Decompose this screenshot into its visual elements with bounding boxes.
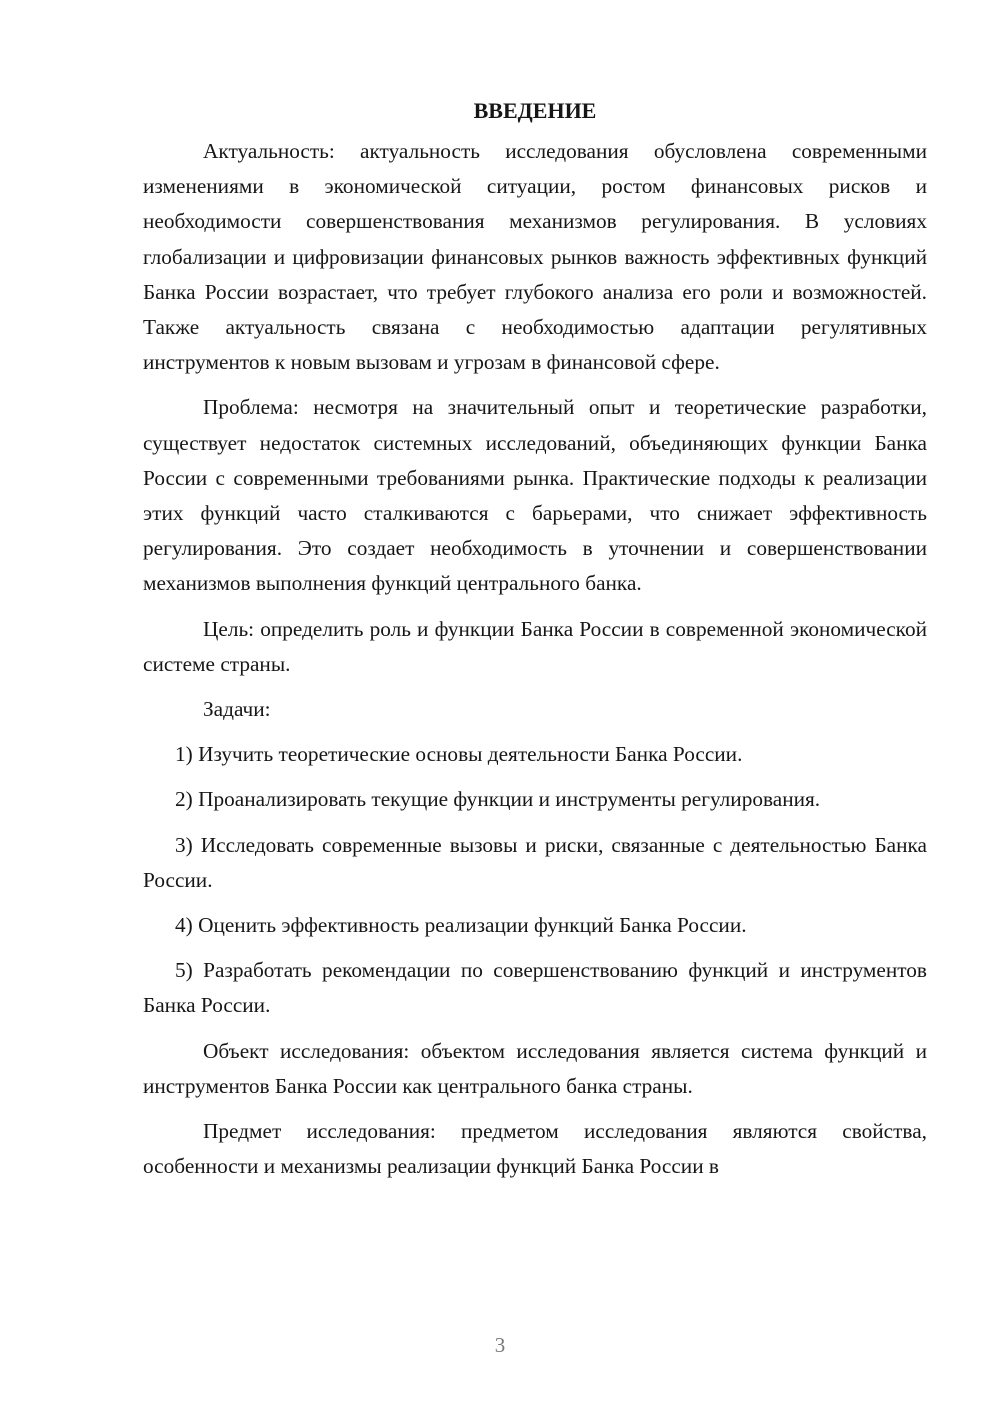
task-item-5: 5) Разработать рекомендации по совершенствованию функций и инструментов Банка России. [143, 958, 927, 1018]
section-heading: ВВЕДЕНИЕ [473, 98, 597, 123]
task-item-2: 2) Проанализировать текущие функции и инструменты регулирования. [175, 787, 821, 812]
paragraph-object: Объект исследования: объектом исследования является система функций и инструментов Банка России как центрального банка страны. [143, 1038, 927, 1098]
paragraph-problem: Проблема: несмотря на значительный опыт и теоретические разработки, существует недостаток системных исследований, объединяющих функции Банка России с современными требованиями рынка. Практические подходы к реализации этих функций часто сталкиваются с барьерами, что снижает эффективность регулирования. Это создает необходимость в уточнении и совершенствовании механизмов выполнения функций центрального банка. [143, 395, 927, 596]
paragraph-goal: Цель: определить роль и функции Банка России в современной экономической системе страны. [143, 616, 927, 676]
task-item-4: 4) Оценить эффективность реализации функций Банка России. [175, 913, 747, 938]
document-page [143, 94, 927, 1194]
paragraph-relevance: Актуальность: актуальность исследования обусловлена современными изменениями в экономической ситуации, ростом финансовых рисков и необходимости совершенствования механизмов регулирования. В условиях глобализации и цифровизации финансовых рынков важность эффективных функций Банка России возрастает, что требует глубокого анализа его роли и возможностей. Также актуальность связана с необходимостью адаптации регулятивных инструментов к новым вызовам и угрозам в финансовой сфере. [143, 139, 927, 375]
task-item-1: 1) Изучить теоретические основы деятельности Банка России. [175, 742, 743, 767]
paragraph-tasks-label: Задачи: [203, 697, 271, 722]
paragraph-subject: Предмет исследования: предметом исследования являются свойства, особенности и механизмы реализации функций Банка России в [143, 1119, 927, 1179]
page-number: 3 [494, 1333, 506, 1357]
task-item-3: 3) Исследовать современные вызовы и риски, связанные с деятельностью Банка России. [143, 832, 927, 892]
